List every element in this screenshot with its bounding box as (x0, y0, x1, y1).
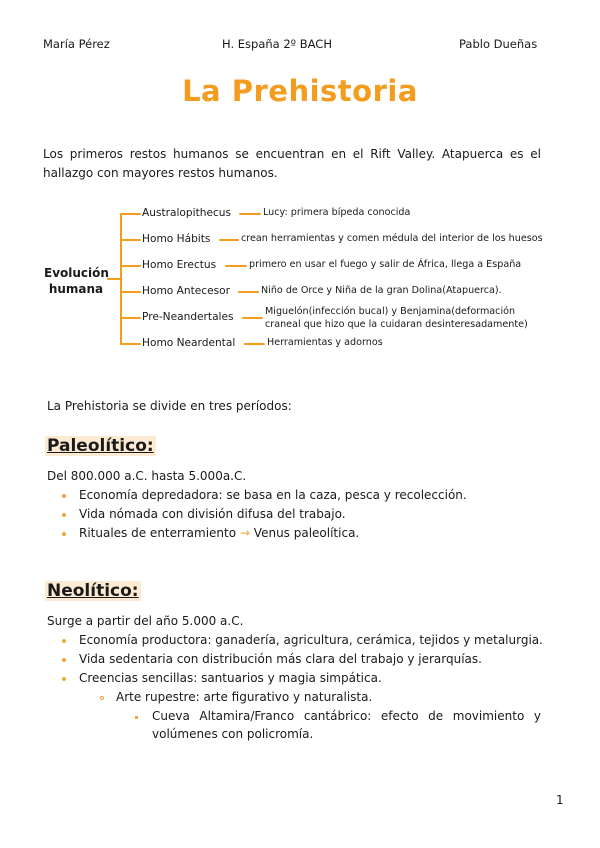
venus-text: Venus paleolítica. (253, 526, 360, 540)
neolitico-bullet-2: Vida sedentaria con distribución más clara del trabajo y jerarquías. (79, 652, 482, 666)
header-course: H. España 2º BACH (222, 37, 332, 51)
header-author-left: María Pérez (43, 37, 110, 51)
bullet-dot (62, 677, 66, 681)
neolitico-sub-sub-line-2: volúmenes con policromía. (152, 727, 314, 741)
note-pre-neandertales-line-1: Miguelón(infección bucal) y Benjamina(deformación (265, 306, 516, 317)
note-pre-neandertales-line-2: craneal que hizo que la cuidaran desinteresadamente) (265, 319, 528, 330)
neolitico-bullet-1: Economía productora: ganadería, agricultura, cerámica, tejidos y metalurgia. (79, 633, 543, 647)
page-title: La Prehistoria (182, 74, 418, 108)
neolitico-sub-sub-line-1: Cueva Altamira/Franco cantábrico: efecto de movimiento y (152, 709, 541, 723)
root-line-2: humana (48, 282, 104, 296)
paleolitico-bullet-1: Economía depredadora: se basa en la caza, pesca y recolección. (79, 488, 467, 502)
species-homo-neandertal: Homo Neardental (142, 337, 236, 349)
note-homo-erectus: primero en usar el fuego y salir de África, llega a España (249, 259, 522, 270)
right-arrow-icon: → (239, 526, 250, 540)
note-homo-habilis: crean herramientas y comen médula del interior de los huesos (241, 233, 543, 244)
periods-intro: La Prehistoria se divide en tres períodos: (47, 399, 292, 413)
bullet-dot (62, 494, 66, 498)
bullet-dot (62, 658, 66, 662)
paleolitico-bullet-3 (79, 526, 359, 540)
note-homo-antecesor: Niño de Orce y Niña de la gran Dolina(Atapuerca). (261, 285, 502, 296)
paleolitico-dates: Del 800.000 a.C. hasta 5.000a.C. (47, 469, 247, 483)
neolitico-sub-bullet: Arte rupestre: arte figurativo y naturalista. (116, 690, 373, 704)
page-number: 1 (556, 793, 564, 807)
note-australopithecus: Lucy: primera bípeda conocida (263, 207, 411, 218)
sub-bullet-circle (100, 696, 104, 700)
diagram-root-label (44, 265, 108, 297)
species-homo-antecesor: Homo Antecesor (142, 285, 230, 297)
species-homo-erectus: Homo Erectus (142, 259, 217, 271)
sub-sub-bullet-square (135, 716, 138, 719)
species-australopithecus: Australopithecus (142, 207, 232, 219)
neolitico-dates: Surge a partir del año 5.000 a.C. (47, 614, 244, 628)
header-author-right: Pablo Dueñas (459, 37, 538, 51)
note-homo-neandertal: Herramientas y adornos (267, 337, 383, 348)
neolitico-bullet-3: Creencias sencillas: santuarios y magia simpática. (79, 671, 382, 685)
bullet-dot (62, 513, 66, 517)
root-line-1: Evolución (44, 266, 109, 280)
paleolitico-bullet-2: Vida nómada con división difusa del trabajo. (79, 507, 346, 521)
paleolitico-heading: Paleolítico: (47, 436, 154, 456)
rituales-text: Rituales de enterramiento (79, 526, 237, 540)
intro-paragraph: Los primeros restos humanos se encuentran en el Rift Valley. Atapuerca es el hallazgo con mayores restos humanos. (43, 147, 541, 180)
species-pre-neandertales: Pre-Neandertales (142, 311, 234, 323)
bullet-dot (62, 532, 66, 536)
bullet-dot (62, 639, 66, 643)
neolitico-heading: Neolítico: (47, 581, 139, 601)
species-homo-habilis: Homo Hábits (142, 233, 211, 245)
